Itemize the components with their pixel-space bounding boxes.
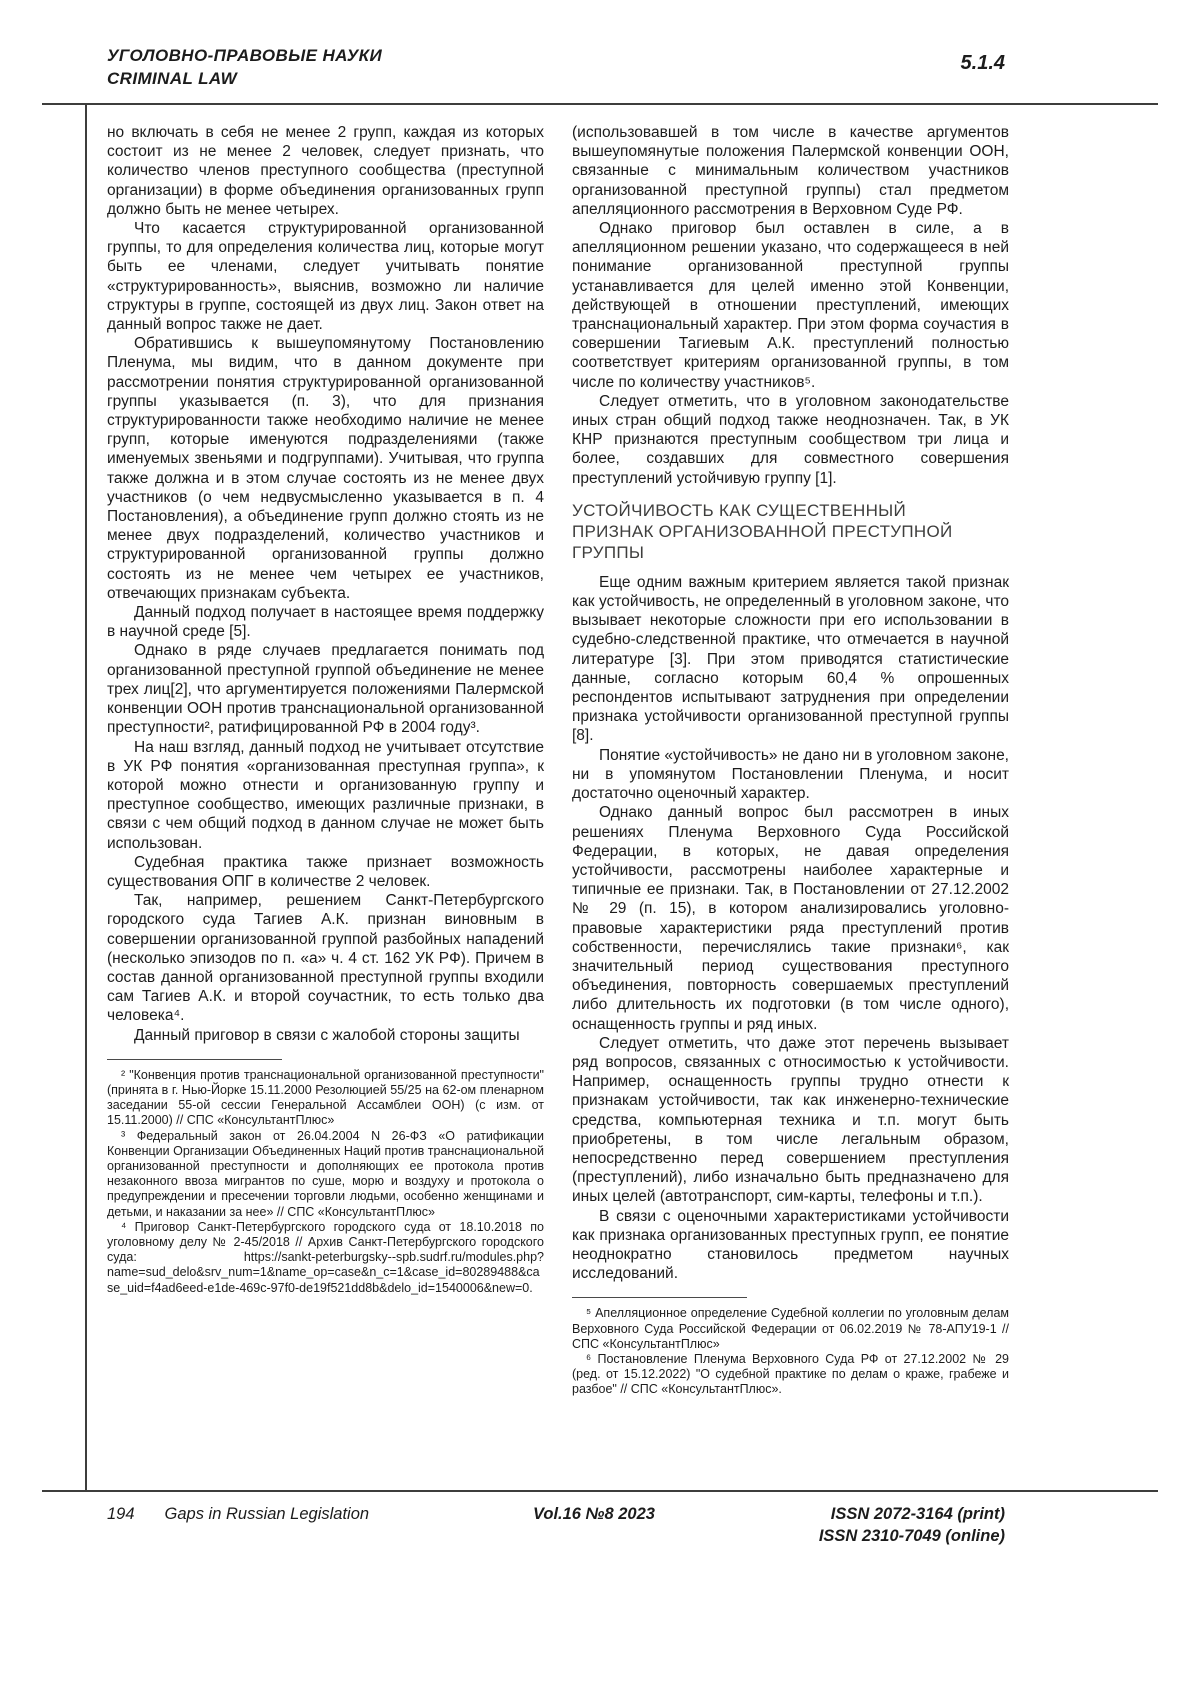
paragraph: Что касается структурированной организованной группы, то для определения количества лиц, которые могут быть ее членами, следует учитывать понятие «структурированность», выяснив, возможно ли наличие структуры в группе, состоящей из двух лиц. Закон ответ на данный вопрос также не дает. — [107, 220, 544, 334]
page-footer — [107, 1503, 1005, 1547]
page-header — [107, 44, 1005, 90]
paragraph: Данный приговор в связи с жалобой стороны защиты — [134, 1026, 520, 1044]
paragraph: Следует отметить, что даже этот перечень вызывает ряд вопросов, связанных с относимостью к устойчивости. Например, оснащенность группы трудно отнести к признакам устойчивости, так как инженерно-технические средства, компьютерная техника и т.п. могут быть приобретены, в том числе легальным образом, непосредственно перед совершением преступления (преступлений), либо изначально быть предназначено для иных целей (автотранспорт, сим-карты, телефоны и т.п.). — [572, 1034, 1009, 1206]
footer-left — [107, 1503, 369, 1525]
footnote-5: ⁵ Апелляционное определение Судебной коллегии по уголовным делам Верховного Суда Российской Федерации от 06.02.2019 № 78-АПУ19-1 // СПС «КонсультантПлюс» — [572, 1306, 1009, 1351]
paragraph: Данный подход получает в настоящее время поддержку в научной среде [5]. — [107, 604, 544, 641]
section-title-ru: УГОЛОВНО-ПРАВОВЫЕ НАУКИ — [107, 46, 383, 65]
paragraph: (использовавшей в том числе в качестве аргументов вышеупомянутые положения Палермской конвенции ООН, связанные с минимальным количеством участников организованной преступной группы) стал предметом апелляционного рассмотрения в Верховном Суде РФ. — [572, 124, 1009, 218]
section-heading: УСТОЙЧИВОСТЬ КАК СУЩЕСТВЕННЫЙ ПРИЗНАК ОРГАНИЗОВАННОЙ ПРЕСТУПНОЙ ГРУППЫ — [572, 500, 953, 562]
footnote-separator — [107, 1059, 282, 1060]
footnote-3: ³ Федеральный закон от 26.04.2004 N 26-ФЗ «О ратификации Конвенции Организации Объединенных Наций против транснациональной организованной преступности и дополняющих ее протокола против незаконного ввоза мигрантов по суше, морю и воздуху и протокола о предупреждении и пресечении торговли людьми, особенно женщинами и детьми, и наказании за нее» // СПС «КонсультантПлюс» — [107, 1128, 544, 1219]
paragraph: Понятие «устойчивость» не дано ни в уголовном законе, ни в упомянутом Постановлении Пленума, и носит достаточно оценочный характер. — [572, 746, 1009, 803]
issn-online: ISSN 2310-7049 (online) — [818, 1527, 1005, 1545]
left-column — [107, 123, 544, 1398]
paragraph: Еще одним важным критерием является такой признак как устойчивость, не определенный в уголовном законе, что вызывает некоторые сложности при его использовании в судебно-следственной практике, что отмечается в научной литературе [3]. При этом приводятся статистические данные, согласно которым 60,4 % опрошенных респондентов испытывают затруднения при определении признака устойчивости организованной преступной группы [8]. — [572, 573, 1009, 745]
paragraph: Так, например, решением Санкт-Петербургского городского суда Тагиев А.К. признан виновным в совершении организованной группой разбойных нападений (несколько эпизодов по п. «а» ч. 4 ст. 162 УК РФ). Причем в состав данной организованной преступной группы входили сам Тагиев А.К. и второй соучастник, то есть только два человека⁴. — [107, 892, 544, 1025]
left-margin-rule — [85, 103, 87, 1492]
footnote-4: ⁴ Приговор Санкт-Петербургского городского суда от 18.10.2018 по уголовному делу № 2-45/2018 // Архив Санкт-Петербургского городского суда: https://sankt-peterburgsky--spb.sudrf.ru/modules.php?name=sud_delo&srv_num=1&name_op=case&n_c=1&case_id=80289488&case_uid=f4ad6eed-e1de-469c-97f0-de19f521dd8b&delo_id=1540006&new=0. — [107, 1219, 544, 1295]
issn-print: ISSN 2072-3164 (print) — [830, 1505, 1005, 1523]
journal-title: Gaps in Russian Legislation — [164, 1505, 370, 1523]
paragraph: Судебная практика также признает возможность существования ОПГ в количестве 2 человек. — [107, 853, 544, 890]
bottom-rule — [42, 1490, 1158, 1492]
volume-info: Vol.16 №8 2023 — [532, 1505, 655, 1523]
issn-block — [819, 1503, 1005, 1547]
article-body — [107, 123, 1009, 1398]
paragraph: На наш взгляд, данный подход не учитывает отсутствие в УК РФ понятия «организованная преступная группа», к которой можно отнести и организованную группу и преступное сообщество, имеющих различные признаки, в связи с чем общий подход в данном случае не может быть использован. — [107, 738, 544, 852]
paragraph: Однако данный вопрос был рассмотрен в иных решениях Пленума Верховного Суда Российской Федерации, в которых, не давая определения устойчивости, рассмотрены наиболее характерные и типичные ее признаки. Так, в Постановлении от 27.12.2002 № 29 (п. 15), в котором анализировались уголовно-правовые характеристики ряда преступлений против собственности, перечислялись такие признаки⁶, как значительный период существования преступного объединения, повторность совершаемых преступлений либо длительность их подготовки (в том числе одного), оснащенность группы и ряд иных. — [572, 804, 1009, 1033]
paragraph: В связи с оценочными характеристиками устойчивости как признака организованных преступных групп, ее понятие неоднократно становилось предметом научных исследований. — [572, 1207, 1009, 1283]
footnote-6: ⁶ Постановление Пленума Верховного Суда РФ от 27.12.2002 № 29 (ред. от 15.12.2022) "О судебной практике по делам о краже, грабеже и разбое" // СПС «КонсультантПлюс». — [572, 1351, 1009, 1397]
section-code: 5.1.4 — [960, 52, 1005, 74]
top-rule — [42, 103, 1158, 105]
paragraph: Обратившись к вышеупомянутому Постановлению Пленума, мы видим, что в данном документе при рассмотрении понятия структурированной организованной группы указывается (п. 3), что для признания структурированности также необходимо наличие не менее групп, которые именуются подразделениями (также именуемых звеньями и подгруппами). Учитывая, что группа также должна и в этом случае состоять из не менее двух участников (о чем недвусмысленно указывается в п. 4 Постановления), а объединение групп должно стоять из не менее двух подразделений, количество участников и структурированной организованной группы должно состоять из не менее чем четырех ее участников, отвечающих признакам субъекта. — [107, 335, 544, 602]
page-number: 194 — [107, 1505, 135, 1523]
footnote-2: ² "Конвенция против транснациональной организованной преступности" (принята в г. Нью-Йорке 15.11.2000 Резолюцией 55/25 на 62-ом пленарном заседании 55-ой сессии Генеральной Ассамблеи ООН) (с изм. от 15.11.2000) // СПС «КонсультантПлюс» — [107, 1067, 544, 1128]
section-title-en: CRIMINAL LAW — [107, 69, 238, 88]
paragraph: но включать в себя не менее 2 групп, каждая из которых состоит из не менее 2 человек, следует признать, что количество членов преступного сообщества (преступной организации) в форме объединения организованных групп должно быть не менее четырех. — [107, 124, 544, 218]
footnote-separator — [572, 1297, 747, 1298]
paragraph: Однако приговор был оставлен в силе, а в апелляционном решении указано, что содержащееся в ней понимание организованной преступной группы устанавливается для целей именно этой Конвенции, действующей в отношении преступлений, имеющих транснациональный характер. При этом форма соучастия в совершении Тагиевым А.К. преступлений полностью соответствует критериям организованной группы, в том числе по количеству участников⁵. — [572, 220, 1009, 391]
paragraph: Однако в ряде случаев предлагается понимать под организованной преступной группой объединение не менее трех лиц[2], что аргументируется положениями Палермской конвенции ООН против транснациональной организованной преступности², ратифицированной РФ в 2004 году³. — [107, 642, 544, 737]
section-titles — [107, 44, 382, 90]
right-column — [572, 123, 1009, 1398]
paragraph: Следует отметить, что в уголовном законодательстве иных стран общий подход также неоднозначен. Так, в УК КНР признаются преступным сообществом три лица и более, создавших для совместного совершения преступлений устойчивую группу [1]. — [572, 392, 1009, 487]
